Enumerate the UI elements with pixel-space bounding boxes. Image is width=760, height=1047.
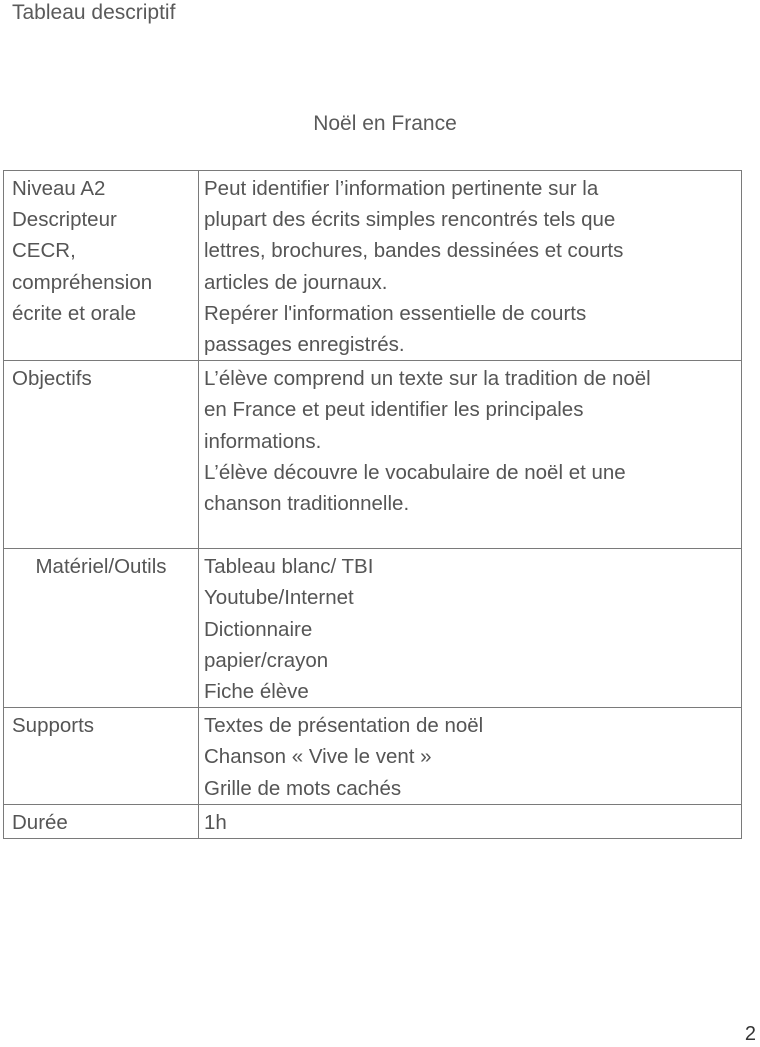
content-line: Textes de présentation de noël	[204, 714, 484, 738]
content-line: Grille de mots cachés	[204, 776, 402, 800]
content-line: informations.	[204, 429, 322, 453]
content-line: Youtube/Internet	[204, 586, 354, 610]
content-line: plupart des écrits simples rencontrés tels que	[204, 208, 616, 232]
label-line: CECR,	[12, 239, 76, 263]
label-line: Niveau A2	[12, 177, 106, 200]
content-line: chanson traditionnelle.	[204, 492, 410, 516]
table-row-materiel	[4, 549, 742, 708]
row-content-duree	[199, 804, 742, 838]
content-line: 1h	[204, 810, 227, 834]
row-label-descripteur	[4, 171, 199, 361]
row-label-duree	[4, 804, 199, 838]
descriptive-table	[3, 170, 742, 839]
content-line: passages enregistrés.	[204, 333, 405, 357]
page-number: 2	[744, 1023, 756, 1045]
content-line: Peut identifier l’information pertinente sur la	[204, 177, 599, 200]
row-label-materiel	[4, 549, 199, 708]
table-row-descripteur	[4, 171, 742, 361]
content-line: Repérer l'information essentielle de courts	[204, 301, 587, 325]
row-content-descripteur	[199, 171, 742, 361]
document-title: Noël en France	[313, 112, 457, 135]
page-header-title: Tableau descriptif	[12, 1, 176, 24]
label-line: Supports	[12, 714, 95, 738]
content-line: en France et peut identifier les principales	[204, 398, 584, 422]
content-line: L’élève découvre le vocabulaire de noël et une	[204, 460, 626, 484]
row-label-supports	[4, 708, 199, 805]
table-row-duree	[4, 804, 742, 838]
row-content-objectifs	[199, 361, 742, 549]
label-line: Matériel/Outils	[35, 555, 167, 579]
content-line: Chanson « Vive le vent »	[204, 745, 432, 769]
content-line: lettres, brochures, bandes dessinées et courts	[204, 239, 624, 263]
label-line: écrite et orale	[12, 301, 137, 325]
content-line: Fiche élève	[204, 680, 309, 704]
row-content-materiel	[199, 549, 742, 708]
content-line: Tableau blanc/ TBI	[204, 555, 374, 579]
content-line: papier/crayon	[204, 648, 329, 672]
label-line: Descripteur	[12, 208, 117, 232]
table-row-supports	[4, 708, 742, 805]
row-content-supports	[199, 708, 742, 805]
table-row-objectifs	[4, 361, 742, 549]
label-line: Objectifs	[12, 367, 92, 391]
row-label-objectifs	[4, 361, 199, 549]
label-line: Durée	[12, 810, 68, 834]
content-line: Dictionnaire	[204, 617, 313, 641]
content-line: articles de journaux.	[204, 270, 388, 294]
content-line: L’élève comprend un texte sur la tradition de noël	[204, 367, 651, 391]
label-line: compréhension	[12, 270, 153, 294]
